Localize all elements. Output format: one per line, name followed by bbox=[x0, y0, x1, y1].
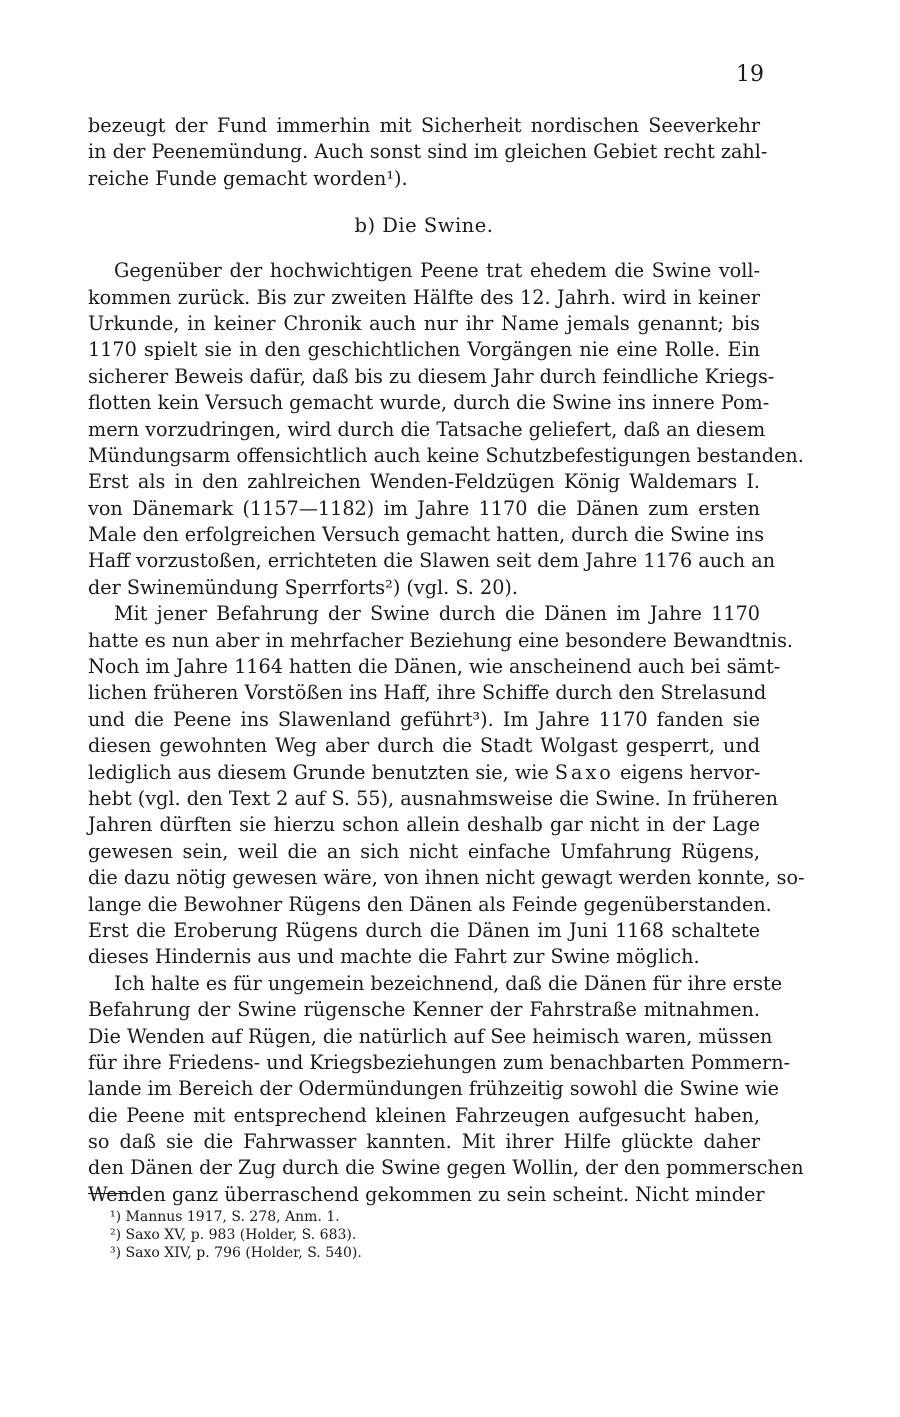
text-line: Befahrung der Swine rügensche Kenner der Fahrstraße mitnahmen. bbox=[88, 998, 760, 1022]
text-line bbox=[88, 760, 760, 786]
text-line: für ihre Friedens- und Kriegsbeziehungen zum benachbarten Pommern- bbox=[88, 1050, 791, 1074]
text-line: flotten kein Versuch gemacht wurde, durch die Swine ins innere Pom- bbox=[88, 391, 770, 415]
text-line: der Swinemündung Sperrforts²) (vgl. S. 20). bbox=[88, 575, 519, 599]
text-line: Male den erfolgreichen Versuch gemacht hatten, durch die Swine ins bbox=[88, 523, 765, 547]
text-line: die Peene mit entsprechend kleinen Fahrzeugen aufgesucht haben, bbox=[88, 1103, 760, 1127]
text-line: die dazu nötig gewesen wäre, von ihnen nicht gewagt werden konnte, so- bbox=[88, 866, 805, 890]
text-line: den Dänen der Zug durch die Swine gegen Wollin, der den pommerschen bbox=[88, 1156, 804, 1180]
text-line: Ich halte es für ungemein bezeichnend, daß die Dänen für ihre erste bbox=[114, 971, 783, 995]
text-line: Noch im Jahre 1164 hatten die Dänen, wie anscheinend auch bei sämt- bbox=[88, 655, 781, 679]
footnote bbox=[110, 1244, 362, 1262]
paragraph-2 bbox=[88, 601, 805, 970]
text-line: bezeugt der Fund immerhin mit Sicherheit nordischen Seeverkehr bbox=[88, 114, 760, 137]
text-line: dieses Hindernis aus und machte die Fahrt zur Swine möglich. bbox=[88, 945, 700, 969]
text-segment: eigens hervor- bbox=[613, 760, 761, 784]
footnote-rule bbox=[88, 1193, 132, 1194]
text-line: Die Wenden auf Rügen, die natürlich auf See heimisch waren, müssen bbox=[88, 1024, 773, 1048]
text-line: kommen zurück. Bis zur zweiten Hälfte des 12. Jahrh. wird in keiner bbox=[88, 285, 760, 309]
footnote-text: Saxo XV, p. 983 (Holder, S. 683). bbox=[125, 1227, 357, 1243]
text-line: mern vorzudringen, wird durch die Tatsache geliefert, daß an diesem bbox=[88, 417, 766, 441]
footnote-text: Mannus 1917, S. 278, Anm. 1. bbox=[125, 1209, 340, 1225]
text-line: Haff vorzustoßen, errichteten die Slawen seit dem Jahre 1176 auch an bbox=[88, 549, 776, 573]
footnote-mark: ³) bbox=[110, 1245, 122, 1261]
text-line: gewesen sein, weil die an sich nicht einfache Umfahrung Rügens, bbox=[88, 839, 760, 863]
footnote-text: Saxo XIV, p. 796 (Holder, S. 540). bbox=[125, 1245, 362, 1261]
text-line: in der Peenemündung. Auch sonst sind im gleichen Gebiet recht zahl- bbox=[88, 140, 768, 164]
paragraph-1 bbox=[88, 258, 804, 601]
text-line: lange die Bewohner Rügens den Dänen als Feinde gegenüberstanden. bbox=[88, 892, 772, 916]
text-line: lande im Bereich der Odermündungen frühzeitig sowohl die Swine wie bbox=[88, 1077, 779, 1101]
text-line: sicherer Beweis dafür, daß bis zu diesem Jahr durch feindliche Kriegs- bbox=[88, 364, 775, 388]
footnote-mark: ¹) bbox=[110, 1209, 122, 1225]
text-line: und die Peene ins Slawenland geführt³). Im Jahre 1170 fanden sie bbox=[88, 707, 760, 731]
text-line: Gegenüber der hochwichtigen Peene trat ehedem die Swine voll- bbox=[114, 259, 760, 283]
text-line: Erst als in den zahlreichen Wenden-Feldzügen König Waldemars I. bbox=[88, 470, 760, 494]
footnote bbox=[110, 1208, 362, 1226]
text-line: Wenden ganz überraschend gekommen zu sein scheint. Nicht minder bbox=[88, 1182, 765, 1206]
text-line: hebt (vgl. den Text 2 auf S. 55), ausnahmsweise die Swine. In früheren bbox=[88, 786, 779, 810]
text-line: von Dänemark (1157—1182) im Jahre 1170 die Dänen zum ersten bbox=[88, 496, 760, 520]
footnotes bbox=[110, 1208, 362, 1262]
text-line: so daß sie die Fahrwasser kannten. Mit ihrer Hilfe glückte daher bbox=[88, 1130, 760, 1154]
text-line: hatte es nun aber in mehrfacher Beziehung eine besondere Bewandtnis. bbox=[88, 628, 794, 652]
text-segment: lediglich aus diesem Grunde benutzten sie, wie bbox=[88, 760, 555, 784]
text-line: Mit jener Befahrung der Swine durch die Dänen im Jahre 1170 bbox=[114, 602, 760, 626]
text-line: Mündungsarm offensichtlich auch keine Schutzbefestigungen bestanden. bbox=[88, 443, 804, 467]
footnote bbox=[110, 1226, 362, 1244]
author-name-saxo: Saxo bbox=[554, 760, 614, 784]
text-line: 1170 spielt sie in den geschichtlichen Vorgängen nie eine Rolle. Ein bbox=[88, 338, 760, 362]
text-line: Erst die Eroberung Rügens durch die Dänen im Juni 1168 schaltete bbox=[88, 918, 760, 942]
footnote-mark: ²) bbox=[110, 1227, 122, 1243]
body-text bbox=[88, 113, 805, 1208]
section-heading: b) Die Swine. bbox=[354, 214, 494, 238]
text-line: diesen gewohnten Weg aber durch die Stadt Wolgast gesperrt, und bbox=[88, 734, 760, 758]
text-line: reiche Funde gemacht worden¹). bbox=[88, 166, 408, 190]
page-number: 19 bbox=[736, 62, 764, 87]
text-line: Jahren dürften sie hierzu schon allein deshalb gar nicht in der Lage bbox=[88, 813, 760, 837]
text-line: lichen früheren Vorstößen ins Haff, ihre Schiffe durch den Strelasund bbox=[88, 681, 767, 705]
text-line: Urkunde, in keiner Chronik auch nur ihr Name jemals genannt; bis bbox=[88, 311, 760, 335]
paragraph-3 bbox=[88, 971, 804, 1209]
